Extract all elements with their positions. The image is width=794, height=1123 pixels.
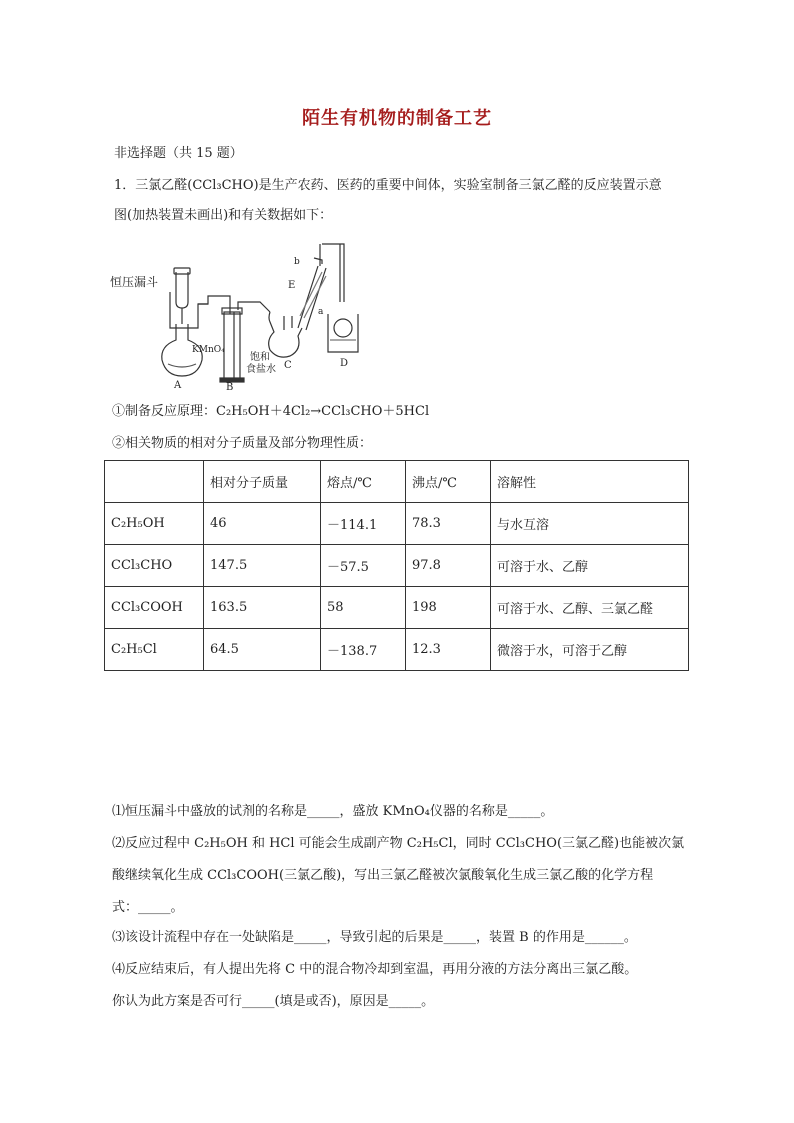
table-cell: －114.1 [321,503,406,545]
table-cell: 12.3 [406,629,491,671]
subquestion-2-cont2: 式：_____。 [112,900,184,915]
table-row [105,545,689,587]
table-cell: 可溶于水、乙醇、三氯乙醛 [491,587,689,629]
table-cell: 97.8 [406,545,491,587]
table-cell: 46 [204,503,321,545]
table-cell: －138.7 [321,629,406,671]
table-header: 相对分子质量 [204,461,321,503]
label-a: a [318,307,324,317]
label-D: D [340,358,349,369]
label-b: b [294,257,300,267]
brine-label-1: 饱和 [250,352,270,363]
subquestion-4-cont: 你认为此方案是否可行_____(填是或否)，原因是_____。 [112,994,435,1009]
table-cell: CCl₃COOH [105,587,204,629]
funnel-label: 恒压漏斗 [110,275,159,289]
label-E: E [288,280,296,291]
properties-intro: ②相关物质的相对分子质量及部分物理性质： [112,436,373,451]
subquestion-2-cont: 酸继续氧化生成 CCl₃COOH(三氯乙酸)，写出三氯乙醛被次氯酸氧化生成三氯乙酸的化学方程 [112,868,654,883]
table-row [105,629,689,671]
subquestion-4: ⑷反应结束后，有人提出先将 C 中的混合物冷却到室温，再用分液的方法分离出三氯乙酸。 [112,962,638,977]
subquestion-3: ⑶该设计流程中存在一处缺陷是_____，导致引起的后果是_____，装置 B 的作用是______。 [112,930,637,945]
properties-table [104,460,689,671]
table-cell: －57.5 [321,545,406,587]
table-cell: CCl₃CHO [105,545,204,587]
table-cell: C₂H₅OH [105,503,204,545]
page-title: 陌生有机物的制备工艺 [302,108,492,129]
apparatus-diagram [108,232,368,392]
brine-label-2: 食盐水 [246,364,276,375]
table-cell: 147.5 [204,545,321,587]
label-B: B [226,382,234,392]
label-A: A [174,380,182,391]
table-cell: 198 [406,587,491,629]
table-header: 溶解性 [491,461,689,503]
question-1-text-cont: 图(加热装置未画出)和有关数据如下： [114,208,333,223]
table-cell: 与水互溶 [491,503,689,545]
table-header: 沸点/℃ [406,461,491,503]
subquestion-2: ⑵反应过程中 C₂H₅OH 和 HCl 可能会生成副产物 C₂H₅Cl，同时 CCl₃CHO(三氯乙醛)也能被次氯 [112,836,685,851]
section-heading: 非选择题（共 15 题） [114,146,243,161]
table-cell: 163.5 [204,587,321,629]
subquestion-1: ⑴恒压漏斗中盛放的试剂的名称是_____，盛放 KMnO₄仪器的名称是_____。 [112,804,554,819]
reaction-principle: ①制备反应原理：C₂H₅OH＋4Cl₂→CCl₃CHO＋5HCl [112,404,430,419]
table-header [105,461,204,503]
table-cell: 可溶于水、乙醇 [491,545,689,587]
kmno4-label: KMnO₄ [192,345,225,355]
table-cell: 58 [321,587,406,629]
table-header-row [105,461,689,503]
question-1-text: 1．三氯乙醛(CCl₃CHO)是生产农药、医药的重要中间体，实验室制备三氯乙醛的反应装置示意 [114,178,662,193]
table-cell: 78.3 [406,503,491,545]
table-row [105,587,689,629]
label-C: C [284,360,292,371]
table-cell: 64.5 [204,629,321,671]
table-cell: C₂H₅Cl [105,629,204,671]
table-cell: 微溶于水，可溶于乙醇 [491,629,689,671]
table-header: 熔点/℃ [321,461,406,503]
table-row [105,503,689,545]
